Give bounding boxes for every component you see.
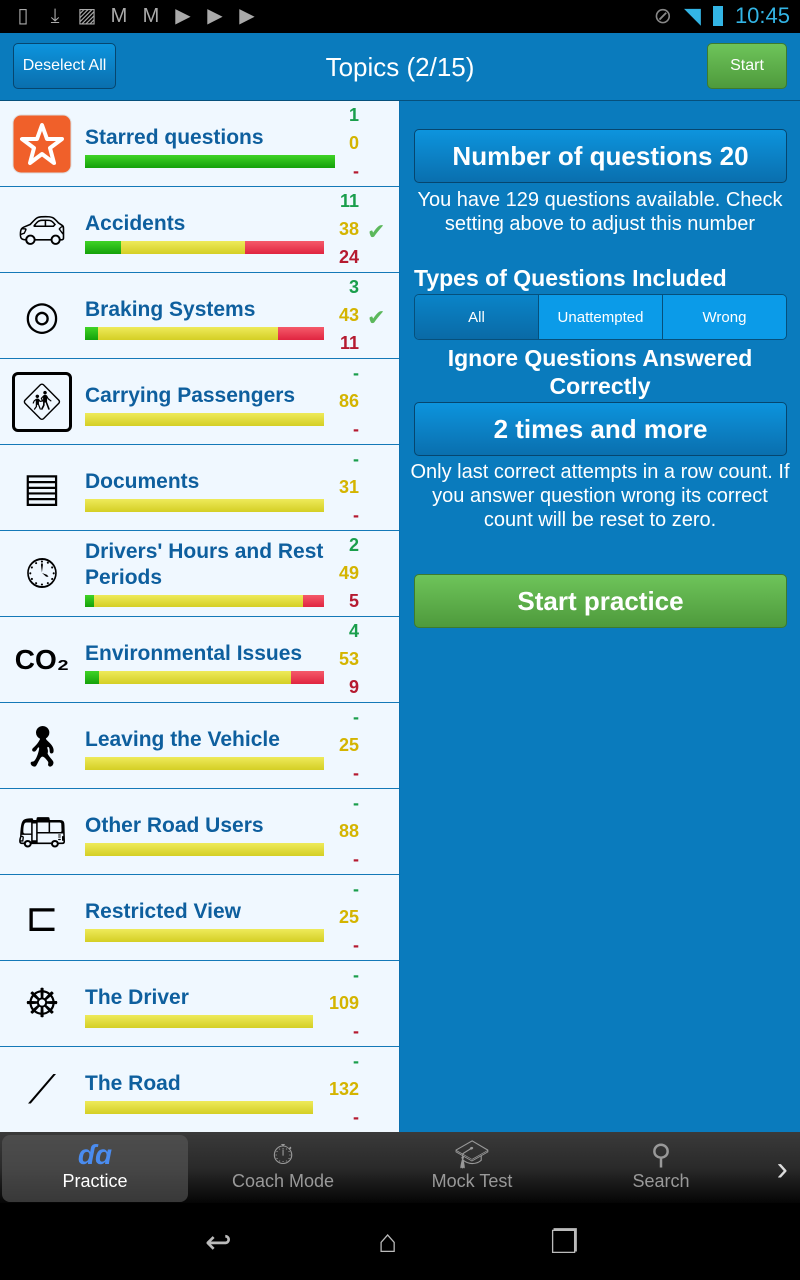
progress-bar (85, 843, 324, 856)
ignore-times-button[interactable]: 2 times and more (414, 402, 787, 456)
wrong-count: 9 (348, 677, 359, 697)
correct-segment (85, 327, 98, 340)
unattempted-count: 25 (338, 907, 359, 927)
topic-name: Documents (85, 470, 200, 493)
progress-bar (85, 757, 324, 770)
start-button[interactable]: Start (707, 43, 787, 89)
deselect-all-button[interactable]: Deselect All (13, 43, 116, 89)
star-icon (10, 113, 74, 175)
wrong-count: - (353, 1021, 359, 1041)
ignore-heading: Ignore Questions Answered Correctly (447, 345, 753, 399)
pedestrian-icon: 🚶︎ (16, 724, 68, 769)
correct-count: 1 (348, 105, 359, 125)
brake-disc-icon: ◎ (24, 294, 60, 338)
ignore-explanation: Only last correct attempts in a row count. If you answer question wrong its correct count will be reset to zero. (410, 461, 790, 531)
download-icon: ⤓ (50, 5, 60, 27)
wrong-count: - (353, 1107, 359, 1127)
wrong-count: - (353, 161, 359, 181)
page-title: Topics (2/15) (325, 52, 475, 82)
unattempted-segment (121, 241, 245, 254)
progress-bar (85, 1015, 313, 1028)
types-heading: Types of Questions Included (414, 265, 727, 291)
graduation-cap-icon: 🎓︎ (454, 1139, 490, 1170)
system-nav-bar (0, 1203, 800, 1280)
topic-row[interactable] (0, 187, 399, 273)
unattempted-count: 38 (338, 219, 359, 239)
wifi-icon: ◥ (684, 3, 701, 28)
steering-wheel-icon: ☸ (24, 982, 60, 1026)
tab-mock-test[interactable] (379, 1135, 565, 1202)
wrong-count: 11 (339, 333, 359, 353)
tab-search[interactable] (568, 1135, 754, 1202)
topic-name: Braking Systems (85, 298, 256, 321)
wrong-count: - (353, 505, 359, 525)
tab-label: Coach Mode (231, 1171, 335, 1191)
passengers-icon: 🚸︎ (10, 371, 74, 433)
correct-count: - (353, 879, 359, 899)
type-wrong-option[interactable]: Wrong (663, 295, 786, 339)
correct-segment (85, 595, 94, 607)
correct-count: - (353, 1051, 359, 1071)
play-store-icon: ▶ (175, 5, 191, 27)
topic-row[interactable] (0, 273, 399, 359)
notification-icons (12, 5, 258, 27)
wrong-count: - (353, 763, 359, 783)
topic-row[interactable] (0, 531, 399, 617)
unattempted-count: 49 (338, 563, 359, 583)
progress-bar (85, 241, 324, 254)
start-practice-button[interactable]: Start practice (414, 574, 787, 628)
topic-row[interactable] (0, 617, 399, 703)
unattempted-segment (85, 1015, 313, 1028)
type-unattempted-option[interactable]: Unattempted (539, 295, 663, 339)
battery-icon (713, 6, 723, 26)
unattempted-count: 132 (328, 1079, 359, 1099)
correct-count: - (353, 707, 359, 727)
stopwatch-icon: ⏱ (272, 1139, 294, 1170)
search-icon: ⚲ (650, 1139, 672, 1170)
wrong-count: - (353, 935, 359, 955)
clock: 10:45 (734, 3, 790, 28)
correct-count: 11 (339, 191, 359, 211)
gmail-icon: M (110, 5, 128, 27)
tab-coach-mode[interactable] (190, 1135, 376, 1202)
correct-count: - (353, 449, 359, 469)
car-crash-icon: 🚗︎ (16, 208, 68, 253)
document-icon: ▤ (23, 466, 61, 510)
unattempted-segment (98, 327, 278, 340)
unattempted-segment (85, 499, 324, 512)
correct-segment (85, 155, 335, 168)
correct-count: 4 (348, 621, 359, 641)
progress-bar (85, 327, 324, 340)
play-store-icon: ▶ (239, 5, 255, 27)
tab-label: Search (632, 1171, 690, 1191)
gmail-icon: M (142, 5, 160, 27)
unattempted-segment (85, 1101, 313, 1114)
topic-name: Starred questions (85, 126, 264, 149)
topic-list[interactable] (0, 101, 400, 1132)
topic-name: Environmental Issues (85, 642, 303, 665)
topic-row[interactable] (0, 789, 399, 875)
question-type-selector (414, 294, 787, 340)
topic-name: Other Road Users (85, 814, 264, 837)
unattempted-count: 0 (348, 133, 359, 153)
vehicles-icon: 🚌︎ (16, 810, 68, 855)
selected-check-icon: ✔ (367, 219, 386, 244)
correct-count: - (353, 363, 359, 383)
progress-bar (85, 155, 335, 168)
image-icon: ▨ (77, 5, 97, 27)
topic-row[interactable] (0, 875, 399, 961)
progress-bar (85, 671, 324, 684)
road-icon: ⟋ (28, 1067, 56, 1112)
clock-icon: 🕓︎ (26, 551, 58, 596)
correct-count: - (353, 793, 359, 813)
unattempted-segment (85, 413, 324, 426)
topic-name: Leaving the Vehicle (85, 728, 280, 751)
wrong-count: - (353, 419, 359, 439)
unattempted-segment (99, 671, 291, 684)
topic-row[interactable] (0, 961, 399, 1047)
unattempted-count: 109 (328, 993, 359, 1013)
available-text: You have 129 questions available. Check setting above to adjust this number (417, 189, 783, 235)
unattempted-segment (94, 595, 303, 607)
topic-name: Drivers' Hours and Rest Periods (85, 540, 324, 589)
topic-row[interactable] (0, 359, 399, 445)
back-icon[interactable]: ↩ (205, 1224, 232, 1260)
topic-row[interactable] (0, 445, 399, 531)
progress-bar (85, 413, 324, 426)
unattempted-count: 53 (338, 649, 359, 669)
settings-panel (400, 101, 800, 1132)
tab-practice[interactable] (2, 1135, 188, 1202)
bottom-tab-bar (0, 1132, 800, 1203)
tab-label: Mock Test (431, 1171, 513, 1191)
unattempted-count: 25 (338, 735, 359, 755)
correct-segment (85, 241, 121, 254)
home-icon[interactable]: ⌂ (378, 1223, 398, 1259)
progress-bar (85, 595, 324, 607)
wrong-count: - (353, 849, 359, 869)
topic-row[interactable] (0, 101, 399, 187)
topic-row[interactable] (0, 703, 399, 789)
recent-apps-icon[interactable]: ❐ (550, 1224, 579, 1260)
mute-icon: ⊘ (653, 3, 673, 28)
unattempted-segment (85, 757, 324, 770)
co2-icon: CO₂ (14, 644, 70, 675)
progress-bar (85, 929, 324, 942)
play-store-icon: ▶ (207, 5, 223, 27)
progress-bar (85, 1101, 313, 1114)
wrong-count: 24 (338, 247, 359, 267)
correct-count: - (353, 965, 359, 985)
app-header (0, 33, 800, 101)
wrong-segment (278, 327, 324, 340)
topic-name: Carrying Passengers (85, 384, 296, 407)
mirror-icon: ⊏ (25, 896, 59, 940)
status-bar (0, 0, 800, 33)
unattempted-count: 88 (338, 821, 359, 841)
progress-bar (85, 499, 324, 512)
topic-name: The Driver (85, 986, 189, 1009)
unattempted-count: 31 (338, 477, 359, 497)
unattempted-segment (85, 843, 324, 856)
download-notify-icon: ▯ (17, 5, 29, 27)
correct-count: 2 (348, 535, 359, 555)
unattempted-segment (85, 929, 324, 942)
topic-row[interactable] (0, 1047, 399, 1132)
chevron-right-icon[interactable]: › (776, 1150, 788, 1188)
number-of-questions-button[interactable]: Number of questions 20 (414, 129, 787, 183)
tab-label: Practice (62, 1171, 128, 1191)
practice-icon: ɗɑ (77, 1139, 113, 1170)
wrong-segment (245, 241, 324, 254)
wrong-count: 5 (348, 591, 359, 611)
selected-check-icon: ✔ (367, 305, 386, 330)
unattempted-count: 86 (338, 391, 359, 411)
topic-name: The Road (85, 1072, 181, 1095)
type-all-option[interactable]: All (415, 295, 539, 339)
topic-name: Restricted View (85, 900, 242, 923)
topic-name: Accidents (85, 212, 186, 235)
unattempted-count: 43 (338, 305, 359, 325)
correct-segment (85, 671, 99, 684)
correct-count: 3 (348, 277, 359, 297)
